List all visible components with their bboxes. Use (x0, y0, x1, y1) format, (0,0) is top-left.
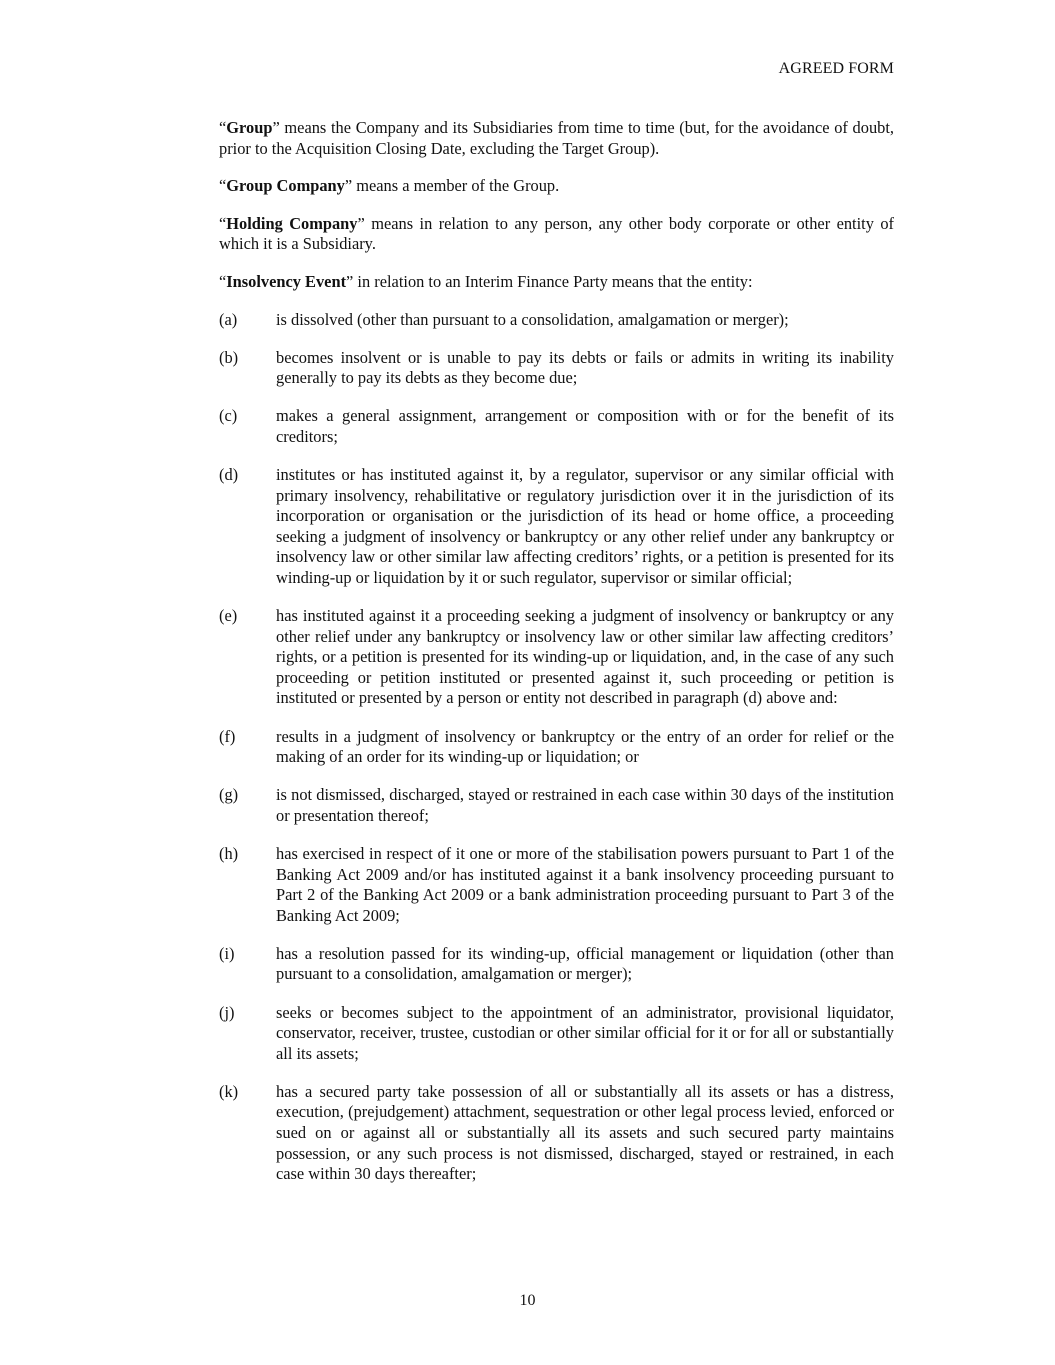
definition-text: in relation to an Interim Finance Party means that the entity: (353, 271, 753, 291)
open-quote: “ (219, 271, 227, 291)
item-label: (i) (219, 943, 235, 963)
definition-group-company (219, 176, 894, 197)
item-label: (f) (219, 726, 236, 746)
page-number: 10 (519, 1292, 536, 1309)
close-quote: ” (357, 213, 365, 233)
item-text: has a resolution passed for its winding-up, official management or liquidation (other than pursuant to a consolidation, amalgamation or merger); (276, 943, 894, 984)
item-label: (c) (219, 406, 238, 426)
open-quote: “ (219, 213, 227, 233)
item-label: (g) (219, 785, 239, 805)
list-item-j (219, 1003, 894, 1065)
item-label: (b) (219, 347, 239, 367)
list-item-k (219, 1082, 894, 1185)
list-item-i (219, 944, 894, 985)
list-item-f (219, 727, 894, 768)
item-label: (a) (219, 309, 238, 329)
definition-group (219, 118, 894, 159)
item-text: becomes insolvent or is unable to pay its debts or fails or admits in writing its inability generally to pay its debts as they become due; (276, 347, 894, 388)
close-quote: ” (272, 118, 280, 137)
item-label: (e) (219, 606, 238, 626)
open-quote: “ (219, 176, 227, 196)
item-label: (j) (219, 1002, 235, 1022)
agreed-form-label: AGREED FORM (778, 60, 894, 77)
definition-text: means in relation to any person, any other body corporate or other entity of which it is a Subsidiary. (219, 213, 894, 254)
document-body (219, 118, 894, 1202)
item-text: makes a general assignment, arrangement or composition with or for the benefit of its creditors; (276, 406, 894, 446)
defined-term: Group (226, 118, 273, 137)
definition-text: means the Company and its Subsidiaries from time to time (but, for the avoidance of doubt, prior to the Acquisition Closing Date, excluding the Target Group). (219, 118, 894, 158)
list-item-h (219, 844, 894, 926)
item-text: has a secured party take possession of all or substantially all its assets or has a distress, execution, (prejudgement) attachment, sequestration or other legal process levied, enforced or sued on or against all or substantially all its assets and such secured party maintains possession, or any such process is not dismissed, discharged, stayed or restrained, in each case within 30 days thereafter; (276, 1081, 894, 1184)
open-quote: “ (219, 118, 227, 137)
list-item-b (219, 348, 894, 389)
defined-term: Insolvency Event (226, 271, 347, 291)
close-quote: ” (346, 271, 354, 291)
item-text: seeks or becomes subject to the appointment of an administrator, provisional liquidator, conservator, receiver, trustee, custodian or other similar official for it or for all or substantially all its assets; (276, 1002, 894, 1063)
definition-text: means a member of the Group. (352, 176, 560, 196)
list-item-a (219, 310, 894, 331)
list-item-d (219, 465, 894, 589)
definition-holding-company (219, 214, 894, 255)
item-text: institutes or has instituted against it, by a regulator, supervisor or any similar official with primary insolvency, rehabilitative or regulatory jurisdiction over it in the jurisdiction of its incorporation or organisation or the jurisdiction of its head or home office, a proceeding seeking a judgment of insolvency or bankruptcy or any other relief under any bankruptcy or insolvency law or other similar law affecting creditors’ rights, or a petition is presented for its winding-up or liquidation by it or such regulator, supervisor or similar official; (276, 465, 894, 587)
item-label: (d) (219, 465, 239, 485)
item-text: has exercised in respect of it one or more of the stabilisation powers pursuant to Part 1 of the Banking Act 2009 and/or has instituted against it a bank insolvency proceeding pursuant to Part 2 of the Banking Act 2009 or a bank administration proceeding pursuant to Part 3 of the Banking Act 2009; (276, 843, 894, 925)
list-item-e (219, 606, 894, 709)
item-label: (k) (219, 1081, 239, 1101)
definition-insolvency-event (219, 272, 894, 293)
defined-term: Group Company (226, 176, 345, 196)
item-text: is not dismissed, discharged, stayed or restrained in each case within 30 days of the institution or presentation thereof; (276, 785, 894, 825)
item-label: (h) (219, 843, 239, 863)
item-text: is dissolved (other than pursuant to a consolidation, amalgamation or merger); (276, 309, 789, 329)
item-text: results in a judgment of insolvency or bankruptcy or the entry of an order for relief or the making of an order for its winding-up or liquidation; or (276, 726, 894, 767)
defined-term: Holding Company (226, 213, 358, 233)
list-item-g (219, 785, 894, 826)
list-item-c (219, 406, 894, 447)
item-text: has instituted against it a proceeding seeking a judgment of insolvency or bankruptcy or any other relief under any bankruptcy or insolvency law or other similar law affecting creditors’ rights, or a petition is presented for its winding-up or liquidation, and, in the case of any such proceeding or petition instituted or presented against it, such proceeding or petition is instituted or presented by a person or entity not described in paragraph (d) above and: (276, 606, 894, 708)
close-quote: ” (344, 176, 353, 196)
